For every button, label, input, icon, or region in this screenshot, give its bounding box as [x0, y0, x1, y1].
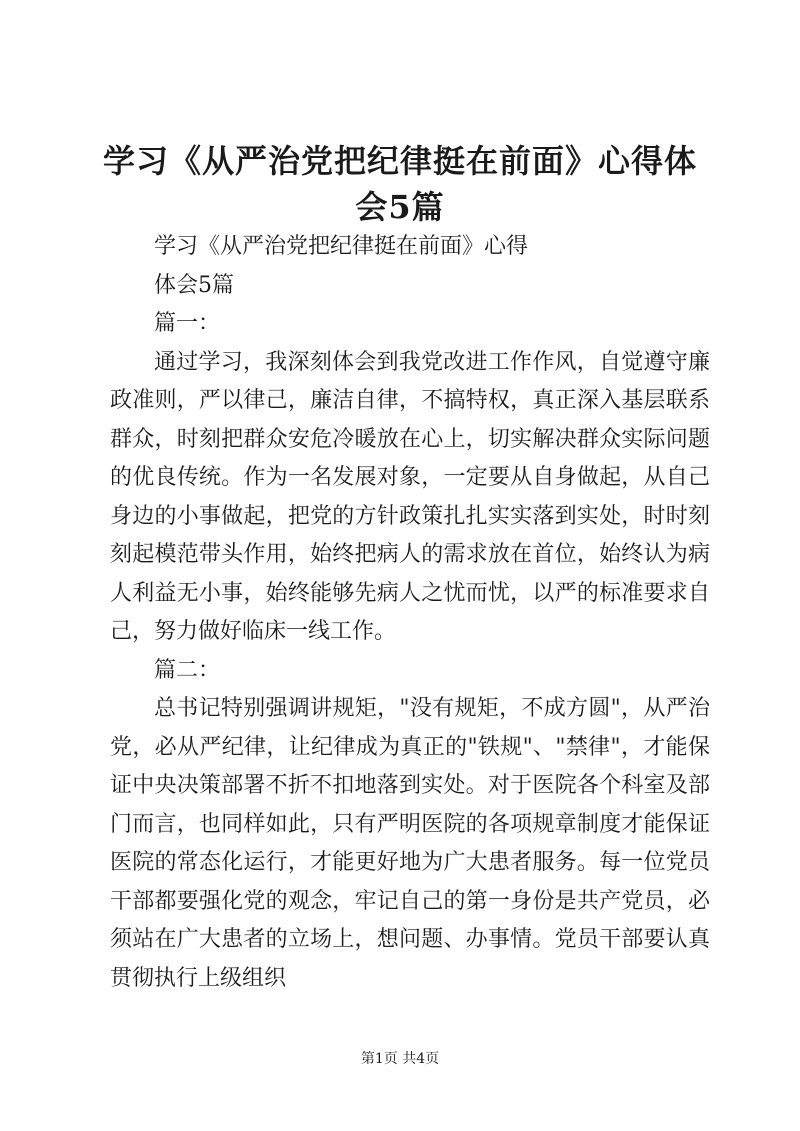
section-heading-1: 篇一：: [154, 311, 221, 336]
section-heading-2: 篇二：: [154, 657, 221, 683]
document-body: [110, 228, 710, 998]
paragraph-1: 通过学习，我深刻体会到我党改进工作作风，自觉遵守廉政准则，严以律己，廉洁自律，不搞特权，真正深入基层联系群众，时刻把群众安危冷暖放在心上，切实解决群众实际问题的优良传统。作为一名发展对象，一定要从自身做起，从自己身边的小事做起，把党的方针政策扎扎实实落到实处，时时刻刻起模范带头作用，始终把病人的需求放在首位，始终认为病人利益无小事，始终能够先病人之忧而忧，以严的标准要求自己，努力做好临床一线工作。: [110, 349, 710, 644]
document-title: 学习《从严治党把纪律挺在前面》心得体会5篇: [102, 142, 697, 226]
paragraph-subtitle-2: 体会5篇: [154, 272, 234, 298]
paragraph-subtitle-1: 学习《从严治党把纪律挺在前面》心得: [154, 234, 529, 259]
paragraph-2: 总书记特别强调讲规矩，"没有规矩，不成方圆"，从严治党，必从严纪律，让纪律成为真正的"铁规"、"禁律"，才能保证中央决策部署不折不扣地落到实处。对于医院各个科室及部门而言，也同样如此，只有严明医院的各项规章制度才能保证医院的常态化运行，才能更好地为广大患者服务。每一位党员干部都要强化党的观念，牢记自己的第一身份是共产党员，必须站在广大患者的立场上，想问题、办事情。党员干部要认真贯彻执行上级组织: [110, 696, 710, 991]
page-footer: 第1页 共4页: [360, 1051, 440, 1067]
